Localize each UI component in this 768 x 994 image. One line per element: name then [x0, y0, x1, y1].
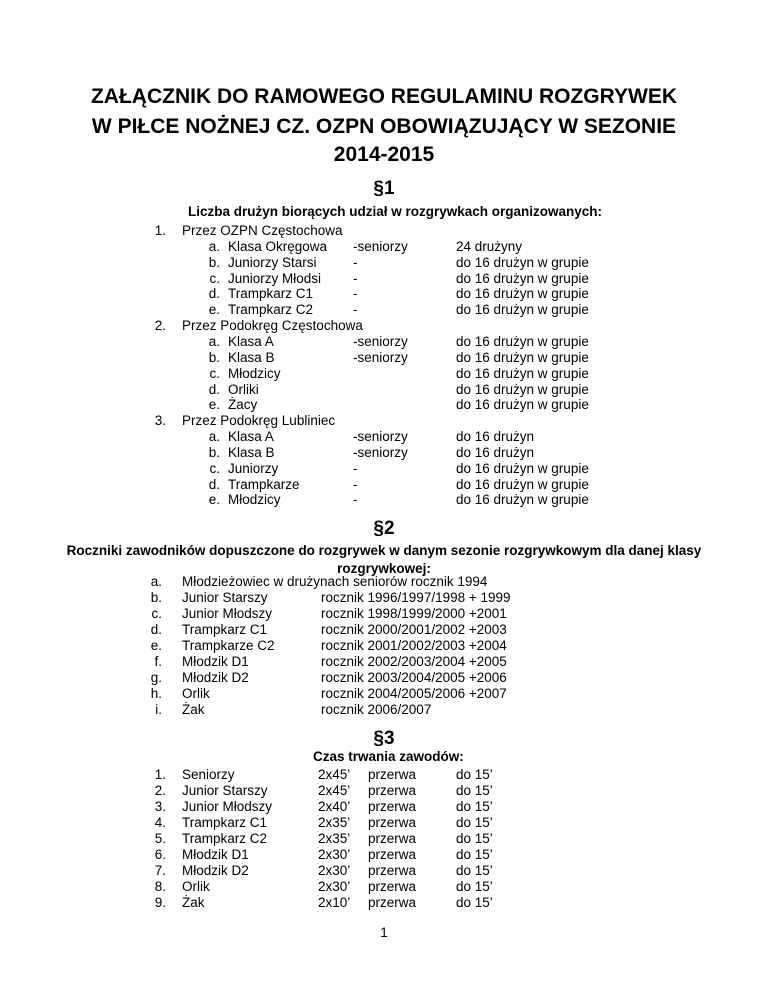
section-3-subtitle: Czas trwania zawodów: — [313, 749, 464, 764]
break-duration: do 15’ — [456, 815, 493, 830]
section-2-subtitle-line-2: rozgrywkowej: — [337, 561, 431, 576]
list-item-name: Klasa A — [228, 429, 274, 444]
list-item-category: -seniorzy — [353, 429, 408, 444]
page-number: 1 — [380, 925, 388, 940]
list-item-name: Młodzik D2 — [182, 670, 249, 685]
list-item-number: 4. — [154, 815, 166, 830]
list-item-name: Orliki — [228, 382, 259, 397]
list-item-name: Trampkarz C2 — [182, 831, 268, 846]
list-item-name: Trampkarz C2 — [228, 302, 314, 317]
list-item-name: Juniorzy Młodsi — [228, 271, 322, 286]
list-item-name: Trampkarz C1 — [228, 286, 314, 301]
match-duration: 2x35’ — [318, 815, 351, 830]
list-item-name: Klasa B — [228, 350, 275, 365]
list-item-category: - — [353, 461, 358, 476]
list-item-years: rocznik 2004/2005/2006 +2007 — [321, 686, 507, 701]
list-item-letter: a. — [208, 429, 220, 444]
section-2-subtitle-line-1: Roczniki zawodników dopuszczone do rozgrywek w danym sezonie rozgrywkowym dla danej klasy — [66, 543, 702, 558]
list-item-letter: i. — [155, 702, 162, 717]
list-item-number: 5. — [154, 831, 166, 846]
list-item-letter: d. — [208, 477, 220, 492]
list-item-teams: do 16 drużyn w grupie — [456, 271, 589, 286]
list-item-years: rocznik 1998/1999/2000 +2001 — [321, 606, 507, 621]
list-item-teams: do 16 drużyn — [456, 429, 535, 444]
break-duration: do 15’ — [456, 863, 493, 878]
match-duration: 2x35’ — [318, 831, 351, 846]
list-item-letter: e. — [150, 638, 162, 653]
break-label: przerwa — [368, 799, 417, 814]
list-item-teams: do 16 drużyn w grupie — [456, 477, 589, 492]
list-item-name: Orlik — [182, 686, 210, 701]
list-item-name: Żak — [182, 702, 205, 717]
list-item-letter: b. — [208, 350, 220, 365]
list-item-name: Młodzicy — [228, 366, 281, 381]
list-item-years: rocznik 2000/2001/2002 +2003 — [321, 622, 507, 637]
list-item-letter: c. — [209, 366, 220, 381]
break-label: przerwa — [368, 815, 417, 830]
group-number: 2. — [154, 318, 166, 333]
break-label: przerwa — [368, 879, 417, 894]
list-item-letter: e. — [208, 302, 220, 317]
list-item-name: Klasa B — [228, 445, 275, 460]
match-duration: 2x10’ — [318, 895, 351, 910]
list-item-letter: g. — [150, 670, 162, 685]
list-item-teams: do 16 drużyn w grupie — [456, 255, 589, 270]
break-label: przerwa — [368, 847, 417, 862]
list-item-name: Juniorzy — [228, 461, 279, 476]
group-number: 1. — [154, 223, 166, 238]
list-item-category: -seniorzy — [353, 239, 408, 254]
match-duration: 2x30’ — [318, 847, 351, 862]
break-duration: do 15’ — [456, 799, 493, 814]
list-item-number: 9. — [154, 895, 166, 910]
list-item-number: 3. — [154, 799, 166, 814]
section-3-heading: §3 — [373, 728, 395, 749]
document-title-line-1: ZAŁĄCZNIK DO RAMOWEGO REGULAMINU ROZGRYWEK — [90, 85, 677, 108]
list-item-letter: b. — [208, 445, 220, 460]
list-item-category: - — [353, 492, 358, 507]
match-duration: 2x30’ — [318, 879, 351, 894]
group-label: Przez Podokręg Częstochowa — [182, 318, 363, 333]
list-item-letter: c. — [151, 606, 162, 621]
list-item-category: - — [353, 271, 358, 286]
section-1-heading: §1 — [373, 178, 395, 199]
list-item-letter: f. — [154, 654, 162, 669]
list-item-name: Trampkarz C1 — [182, 622, 268, 637]
list-item-number: 8. — [154, 879, 166, 894]
match-duration: 2x45’ — [318, 767, 351, 782]
list-item-name: Żak — [182, 895, 205, 910]
list-item-teams: do 16 drużyn w grupie — [456, 350, 589, 365]
list-item-years: rocznik 2003/2004/2005 +2006 — [321, 670, 507, 685]
break-label: przerwa — [368, 863, 417, 878]
list-item-number: 1. — [154, 767, 166, 782]
list-item-category: -seniorzy — [353, 334, 408, 349]
break-duration: do 15’ — [456, 895, 493, 910]
list-item-number: 6. — [154, 847, 166, 862]
section-1-subtitle: Liczba drużyn biorących udział w rozgrywkach organizowanych: — [187, 204, 603, 219]
list-item-letter: d. — [208, 382, 220, 397]
list-item-name: Klasa A — [228, 334, 274, 349]
break-duration: do 15’ — [456, 783, 493, 798]
list-item-letter: a. — [208, 334, 220, 349]
list-item-letter: d. — [208, 286, 220, 301]
list-item-teams: do 16 drużyn w grupie — [456, 286, 589, 301]
list-item-letter: b. — [208, 255, 220, 270]
list-item-name: Młodzicy — [228, 492, 281, 507]
list-item-name: Młodzik D2 — [182, 863, 249, 878]
list-item-name: Trampkarz C1 — [182, 815, 268, 830]
list-item-years: rocznik 2002/2003/2004 +2005 — [321, 654, 507, 669]
list-item-teams: do 16 drużyn w grupie — [456, 366, 589, 381]
list-item-name: Klasa Okręgowa — [228, 239, 328, 254]
list-item-letter: b. — [150, 590, 162, 605]
group-label: Przez OZPN Częstochowa — [182, 223, 343, 238]
list-item-number: 2. — [154, 783, 166, 798]
list-item-letter: a. — [150, 574, 162, 589]
list-item-letter: c. — [209, 271, 220, 286]
list-item-name: Seniorzy — [182, 767, 235, 782]
list-item-name: Junior Młodszy — [182, 606, 273, 621]
list-item-name: Junior Starszy — [182, 590, 268, 605]
list-item-category: -seniorzy — [353, 445, 408, 460]
list-item-name: Trampkarze — [228, 477, 300, 492]
list-item-name: Młodzik D1 — [182, 654, 249, 669]
list-item-category: - — [353, 286, 358, 301]
list-item-teams: do 16 drużyn w grupie — [456, 492, 589, 507]
break-label: przerwa — [368, 831, 417, 846]
list-item-name: Młodzieżowiec w drużynach seniorów rocznik 1994 — [182, 574, 488, 589]
list-item-teams: do 16 drużyn w grupie — [456, 334, 589, 349]
list-item-teams: do 16 drużyn w grupie — [456, 461, 589, 476]
list-item-category: - — [353, 302, 358, 317]
document-title-line-2: W PIŁCE NOŻNEJ CZ. OZPN OBOWIĄZUJĄCY W SEZONIE — [91, 115, 677, 138]
match-duration: 2x45’ — [318, 783, 351, 798]
list-item-teams: do 16 drużyn w grupie — [456, 397, 589, 412]
list-item-teams: 24 drużyny — [456, 239, 523, 254]
list-item-name: Młodzik D1 — [182, 847, 249, 862]
list-item-number: 7. — [154, 863, 166, 878]
break-duration: do 15’ — [456, 847, 493, 862]
document-title-line-3: 2014-2015 — [333, 143, 435, 166]
group-number: 3. — [154, 413, 166, 428]
list-item-name: Orlik — [182, 879, 210, 894]
list-item-years: rocznik 2001/2002/2003 +2004 — [321, 638, 507, 653]
list-item-letter: c. — [209, 461, 220, 476]
group-label: Przez Podokręg Lubliniec — [182, 413, 336, 428]
list-item-years: rocznik 2006/2007 — [321, 702, 432, 717]
list-item-letter: a. — [208, 239, 220, 254]
match-duration: 2x30’ — [318, 863, 351, 878]
list-item-teams: do 16 drużyn w grupie — [456, 302, 589, 317]
break-label: przerwa — [368, 783, 417, 798]
list-item-category: -seniorzy — [353, 350, 408, 365]
break-duration: do 15’ — [456, 767, 493, 782]
list-item-teams: do 16 drużyn — [456, 445, 535, 460]
list-item-letter: e. — [208, 492, 220, 507]
break-label: przerwa — [368, 895, 417, 910]
list-item-name: Junior Młodszy — [182, 799, 273, 814]
list-item-teams: do 16 drużyn w grupie — [456, 382, 589, 397]
break-duration: do 15’ — [456, 879, 493, 894]
list-item-category: - — [353, 477, 358, 492]
list-item-years: rocznik 1996/1997/1998 + 1999 — [321, 590, 511, 605]
list-item-letter: d. — [150, 622, 162, 637]
list-item-letter: h. — [150, 686, 162, 701]
list-item-letter: e. — [208, 397, 220, 412]
list-item-name: Juniorzy Starsi — [228, 255, 317, 270]
list-item-name: Żacy — [228, 397, 258, 412]
break-label: przerwa — [368, 767, 417, 782]
match-duration: 2x40’ — [318, 799, 351, 814]
list-item-name: Trampkarze C2 — [182, 638, 275, 653]
list-item-name: Junior Starszy — [182, 783, 268, 798]
break-duration: do 15’ — [456, 831, 493, 846]
section-2-heading: §2 — [373, 518, 395, 539]
list-item-category: - — [353, 255, 358, 270]
